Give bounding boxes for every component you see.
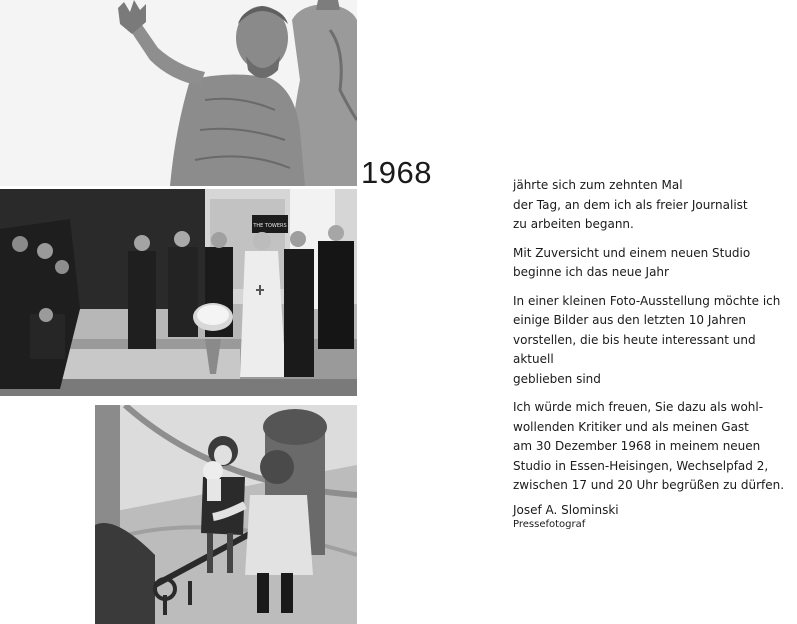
crowd-photo <box>0 189 357 396</box>
children-photo <box>95 405 357 624</box>
signature-block <box>513 503 619 531</box>
signature-name: Josef A. Slominski <box>513 503 619 517</box>
paragraph-anniversary: jährte sich zum zehnten Mal der Tag, an dem ich als freier Journalist zu arbeiten begann. <box>513 178 748 231</box>
statue-photo <box>0 0 357 186</box>
paragraph-new-studio: Mit Zuversicht und einem neuen Studio beginne ich das neue Jahr <box>513 245 751 279</box>
paragraph-exhibition: In einer kleinen Foto-Ausstellung möchte ich einige Bilder aus den letzten 10 Jahren vorstellen, die bis heute interessant und aktuell geblieben sind <box>513 293 781 386</box>
year-heading: 1968 <box>361 155 432 190</box>
paragraph-invitation: Ich würde mich freuen, Sie dazu als wohl- wollenden Kritiker und als meinen Gast am 30 Dezember 1968 in meinem neuen Studio in Essen-Heisingen, Wechselpfad 2, zwischen 17 und 20 Uhr begrüßen zu dürfen. <box>513 400 785 492</box>
invitation-text <box>513 176 788 505</box>
sign-text: THE TOWERS <box>253 223 287 229</box>
signature-role: Pressefotograf <box>513 519 586 530</box>
